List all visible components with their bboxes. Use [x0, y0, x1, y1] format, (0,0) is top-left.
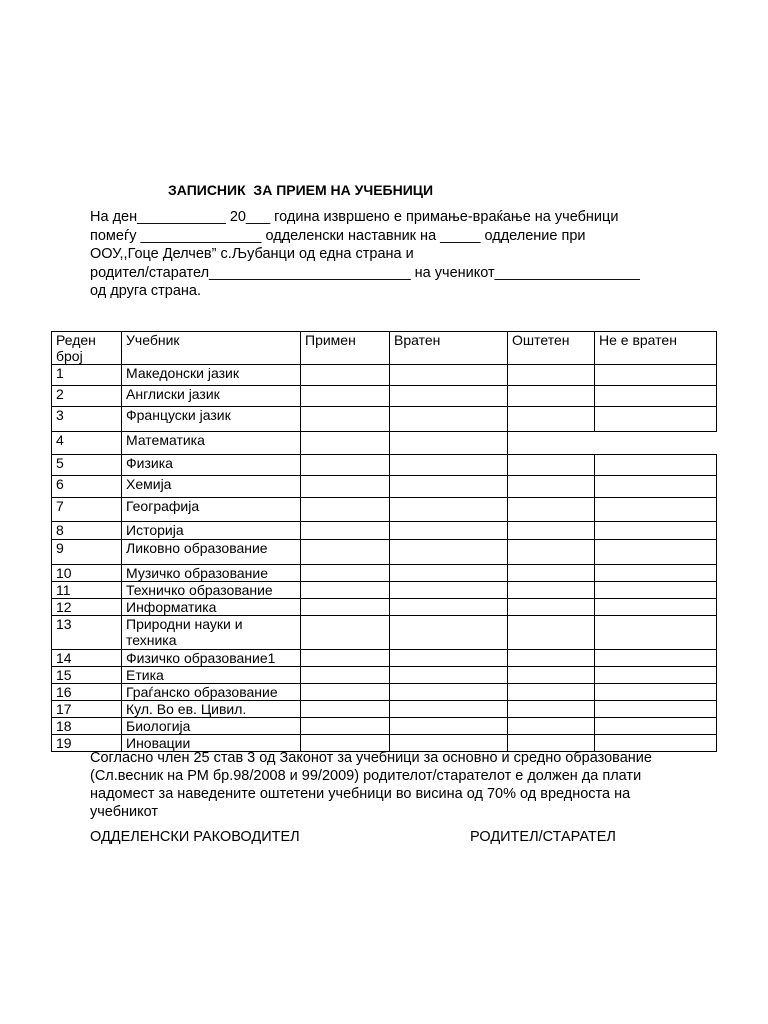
- legal-note-line: учебникот: [90, 804, 159, 820]
- damaged-cell: [508, 701, 595, 718]
- received-cell: [301, 701, 390, 718]
- legal-note-line: (Сл.весник на РМ бр.98/2008 и 99/2009) родителот/старателот е должен да плати: [90, 768, 642, 784]
- received-cell: [301, 432, 390, 455]
- table-row: [52, 498, 717, 522]
- textbook-name: Историја: [122, 522, 301, 540]
- row-number: 8: [52, 522, 122, 540]
- table-row: [52, 522, 717, 540]
- returned-cell: [390, 432, 508, 455]
- returned-cell: [390, 684, 508, 701]
- received-cell: [301, 616, 390, 650]
- received-cell: [301, 476, 390, 498]
- not-returned-cell: [595, 365, 717, 386]
- textbook-name: Биологија: [122, 718, 301, 735]
- textbook-name: Географија: [122, 498, 301, 522]
- textbook-name: Информатика: [122, 599, 301, 616]
- returned-cell: [390, 365, 508, 386]
- row-number: 4: [52, 432, 122, 455]
- textbook-name: Хемија: [122, 476, 301, 498]
- row-number: 15: [52, 667, 122, 684]
- table-row: [52, 455, 717, 476]
- not-returned-cell: [595, 540, 717, 565]
- received-cell: [301, 684, 390, 701]
- intro-line: родител/старател_________________________ на ученикот__________________: [90, 264, 640, 281]
- textbook-name: Физичко образование1: [122, 650, 301, 667]
- column-header: Реден број: [52, 332, 122, 365]
- row-number: 16: [52, 684, 122, 701]
- column-header: Вратен: [390, 332, 508, 365]
- column-header: Не е вратен: [595, 332, 717, 365]
- not-returned-cell: [595, 386, 717, 407]
- not-returned-cell: [595, 684, 717, 701]
- not-returned-cell: [595, 701, 717, 718]
- row-number: 13: [52, 616, 122, 650]
- intro-line: На ден___________ 20___ година извршено е примање-враќање на учебници: [90, 209, 619, 225]
- received-cell: [301, 386, 390, 407]
- returned-cell: [390, 599, 508, 616]
- table-row: [52, 407, 717, 432]
- received-cell: [301, 498, 390, 522]
- damaged-cell: [508, 616, 595, 650]
- document-title: ЗАПИСНИК ЗА ПРИЕМ НА УЧЕБНИЦИ: [168, 182, 434, 198]
- not-returned-cell: [595, 667, 717, 684]
- row-number: 9: [52, 540, 122, 565]
- table-row: [52, 616, 717, 650]
- returned-cell: [390, 540, 508, 565]
- returned-cell: [390, 701, 508, 718]
- table-row: [52, 701, 717, 718]
- table-row: [52, 565, 717, 582]
- table-row: [52, 684, 717, 701]
- parent-signature-label: РОДИТЕЛ/СТАРАТЕЛ: [470, 829, 616, 845]
- not-returned-cell: [595, 650, 717, 667]
- damaged-cell: [508, 386, 595, 407]
- received-cell: [301, 407, 390, 432]
- legal-note-line: Согласно член 25 став 3 од Законот за учебници за основно и средно образование: [90, 750, 652, 766]
- received-cell: [301, 365, 390, 386]
- row-number: 11: [52, 582, 122, 599]
- damaged-cell: [508, 565, 595, 582]
- returned-cell: [390, 455, 508, 476]
- intro-line: од друга страна.: [90, 283, 202, 299]
- textbook-name: Ликовно образование: [122, 540, 301, 565]
- returned-cell: [390, 718, 508, 735]
- table-row: [52, 650, 717, 667]
- column-header: Учебник: [122, 332, 301, 365]
- not-returned-cell: [595, 498, 717, 522]
- damaged-cell: [508, 522, 595, 540]
- table-row: [52, 476, 717, 498]
- damaged-cell: [508, 455, 595, 476]
- table-row: [52, 667, 717, 684]
- damaged-cell: [508, 582, 595, 599]
- row-number: 3: [52, 407, 122, 432]
- damaged-cell: [508, 407, 595, 432]
- not-returned-cell: [595, 616, 717, 650]
- textbook-name: Македонски јазик: [122, 365, 301, 386]
- textbook-name: Иновации: [122, 735, 301, 752]
- textbook-name: Музичко образование: [122, 565, 301, 582]
- returned-cell: [390, 498, 508, 522]
- returned-cell: [390, 650, 508, 667]
- not-returned-cell: [595, 718, 717, 735]
- table-row: [52, 718, 717, 735]
- row-number: 18: [52, 718, 122, 735]
- textbook-name: Кул. Во ев. Цивил.: [122, 701, 301, 718]
- row-number: 1: [52, 365, 122, 386]
- received-cell: [301, 540, 390, 565]
- table-row: [52, 365, 717, 386]
- row-number: 14: [52, 650, 122, 667]
- textbooks-table: [51, 331, 717, 752]
- textbook-name: Англиски јазик: [122, 386, 301, 407]
- returned-cell: [390, 522, 508, 540]
- textbook-name: Француски јазик: [122, 407, 301, 432]
- received-cell: [301, 565, 390, 582]
- column-header: Оштетен: [508, 332, 595, 365]
- received-cell: [301, 455, 390, 476]
- table-row: [52, 432, 717, 455]
- returned-cell: [390, 616, 508, 650]
- received-cell: [301, 718, 390, 735]
- received-cell: [301, 650, 390, 667]
- received-cell: [301, 582, 390, 599]
- textbook-name: Етика: [122, 667, 301, 684]
- row-number: 6: [52, 476, 122, 498]
- damaged-cell: [508, 667, 595, 684]
- table-header-row: [52, 332, 717, 365]
- not-returned-cell: [595, 582, 717, 599]
- damaged-cell: [508, 718, 595, 735]
- intro-line: ООУ,,Гоце Делчев” с.Љубанци од една страна и: [90, 246, 414, 262]
- row-number: 19: [52, 735, 122, 752]
- damaged-cell: [508, 498, 595, 522]
- not-returned-cell: [595, 455, 717, 476]
- textbook-name: Граѓанско образование: [122, 684, 301, 701]
- not-returned-cell: [595, 599, 717, 616]
- returned-cell: [390, 386, 508, 407]
- returned-cell: [390, 565, 508, 582]
- not-returned-cell: [595, 565, 717, 582]
- damaged-cell: [508, 684, 595, 701]
- damaged-cell: [508, 432, 595, 455]
- returned-cell: [390, 476, 508, 498]
- damaged-cell: [508, 540, 595, 565]
- received-cell: [301, 599, 390, 616]
- not-returned-cell: [595, 432, 717, 455]
- legal-note-line: надомест за наведените оштетени учебници во висина од 70% од вредноста на: [90, 786, 631, 802]
- column-header: Примен: [301, 332, 390, 365]
- returned-cell: [390, 407, 508, 432]
- returned-cell: [390, 582, 508, 599]
- row-number: 12: [52, 599, 122, 616]
- textbook-name: Физика: [122, 455, 301, 476]
- textbook-name: Природни науки и техника: [122, 616, 301, 650]
- table-row: [52, 540, 717, 565]
- table-row: [52, 386, 717, 407]
- row-number: 10: [52, 565, 122, 582]
- class-teacher-signature-label: ОДДЕЛЕНСКИ РАКОВОДИТЕЛ: [90, 829, 300, 845]
- row-number: 17: [52, 701, 122, 718]
- row-number: 7: [52, 498, 122, 522]
- damaged-cell: [508, 599, 595, 616]
- received-cell: [301, 667, 390, 684]
- returned-cell: [390, 667, 508, 684]
- table-row: [52, 599, 717, 616]
- not-returned-cell: [595, 476, 717, 498]
- table-row: [52, 582, 717, 599]
- received-cell: [301, 522, 390, 540]
- not-returned-cell: [595, 407, 717, 432]
- damaged-cell: [508, 365, 595, 386]
- intro-paragraph: [90, 208, 690, 301]
- row-number: 2: [52, 386, 122, 407]
- damaged-cell: [508, 476, 595, 498]
- textbook-name: Математика: [122, 432, 301, 455]
- damaged-cell: [508, 650, 595, 667]
- not-returned-cell: [595, 522, 717, 540]
- textbook-name: Техничко образование: [122, 582, 301, 599]
- legal-note: [90, 749, 700, 821]
- row-number: 5: [52, 455, 122, 476]
- intro-line: помеѓу _______________ одделенски наставник на _____ одделение при: [90, 227, 586, 244]
